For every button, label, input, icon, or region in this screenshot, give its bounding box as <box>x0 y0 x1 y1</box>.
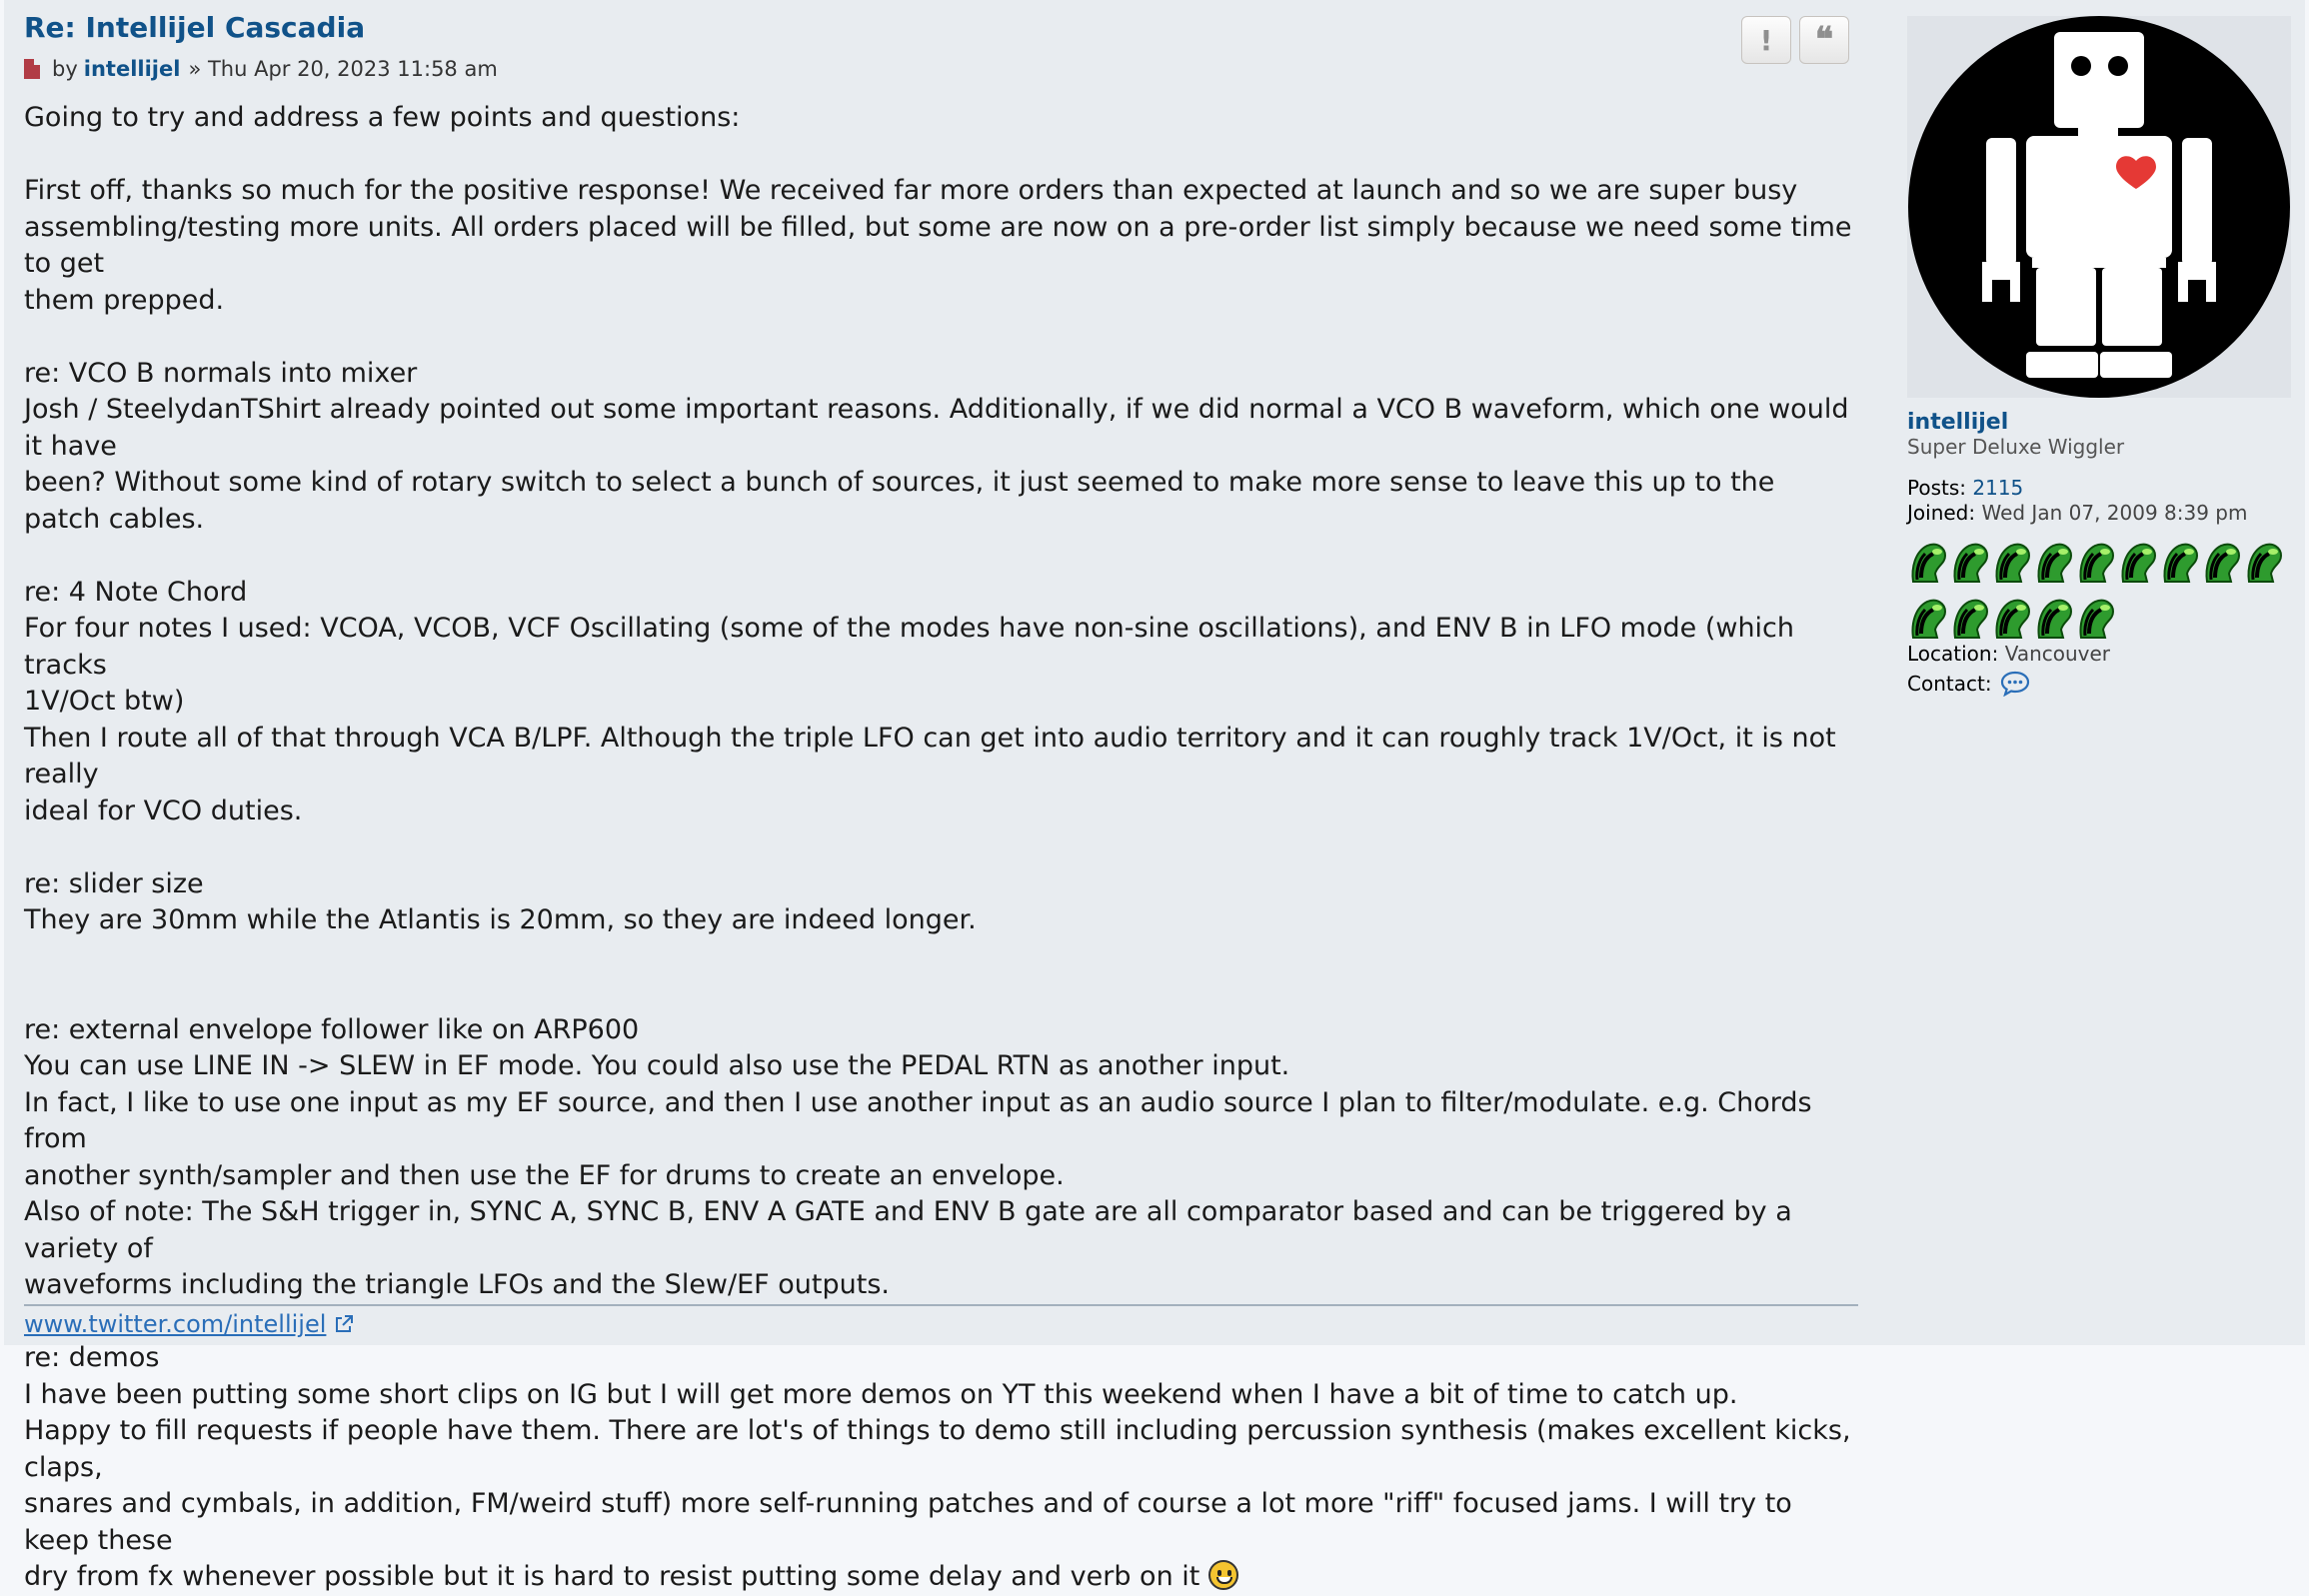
post-blank-line <box>24 137 1858 174</box>
forum-post <box>4 0 2305 1592</box>
post-content <box>24 100 1861 1596</box>
post-text-line: snares and cymbals, in addition, FM/weird stuff) more self-running patches and of course a lot more "riff" focused jams. I will try to keep these <box>24 1488 1801 1556</box>
location-label: Location: <box>1907 642 1999 666</box>
post-text-line: re: VCO B normals into mixer <box>24 357 418 389</box>
rank-image-icon <box>2075 538 2117 586</box>
profile-location <box>1907 642 2291 667</box>
post-text-line: Then I route all of that through VCA B/LPF. Although the triple LFO can get into audio territory and it can roughly track 1V/Oct, it is not really <box>24 722 1845 790</box>
speech-bubble-icon[interactable] <box>2000 671 2030 697</box>
rank-image-icon <box>2159 538 2201 586</box>
post-date: » Thu Apr 20, 2023 11:58 am <box>188 57 498 81</box>
rank-images <box>1907 538 2291 642</box>
post-text-line: re: slider size <box>24 867 204 899</box>
post-buttons <box>1741 16 1849 64</box>
post-text-line: assembling/testing more units. All orders placed will be filled, but some are now on a pre-order list simply because we need some time to get <box>24 211 1861 279</box>
rank-image-icon <box>1991 538 2033 586</box>
post-text-line: them prepped. <box>24 284 225 316</box>
rank-image-icon <box>1907 594 1949 642</box>
avatar[interactable] <box>1907 16 2291 398</box>
external-link-icon <box>334 1314 354 1334</box>
joined-date: Wed Jan 07, 2009 8:39 pm <box>1981 501 2248 525</box>
post-author-link[interactable]: intellijel <box>83 57 181 81</box>
post-text-line: Happy to fill requests if people have them. There are lot's of things to demo still including percussion synthesis (makes excellent kicks, claps, <box>24 1415 1860 1483</box>
post-text-line: Going to try and address a few points and questions: <box>24 102 741 133</box>
posts-label: Posts: <box>1907 476 1967 500</box>
post-text-line: dry from fx whenever possible but it is hard to resist putting some delay and verb on it <box>24 1559 1858 1596</box>
byline-by: by <box>52 57 78 81</box>
post-text-line: Also of note: The S&H trigger in, SYNC A, SYNC B, ENV A GATE and ENV B gate are all comparator based and can be triggered by a variety of <box>24 1196 1801 1264</box>
post-text-line: For four notes I used: VCOA, VCOB, VCF Oscillating (some of the modes have non-sine oscillations), and ENV B in LFO mode (which tracks <box>24 613 1803 681</box>
post-byline <box>24 54 1858 84</box>
posts-count-link[interactable]: 2115 <box>1972 476 2024 500</box>
quote-button[interactable] <box>1799 16 1849 64</box>
post-text-line: Josh / SteelydanTShirt already pointed out some important reasons. Additionally, if we did normal a VCO B waveform, which one would it have <box>24 394 1858 462</box>
rank-image-icon <box>2075 594 2117 642</box>
rank-image-icon <box>1949 538 1991 586</box>
signature-link[interactable] <box>24 1310 354 1338</box>
profile-rank: Super Deluxe Wiggler <box>1907 435 2125 459</box>
post-text-line: re: demos <box>24 1342 160 1373</box>
post-blank-line <box>24 538 1858 575</box>
rank-image-icon <box>2117 538 2159 586</box>
rank-image-icon <box>1949 594 1991 642</box>
post-title[interactable]: Re: Intellijel Cascadia <box>24 11 366 44</box>
post-text-line: First off, thanks so much for the positive response! We received far more orders than expected at launch and so we are super busy <box>24 175 1798 206</box>
joined-label: Joined: <box>1907 501 1976 525</box>
contact-label: Contact: <box>1907 671 1992 696</box>
post-text-line: You can use LINE IN -> SLEW in EF mode. You could also use the PEDAL RTN as another input. <box>24 1050 1290 1081</box>
post-text-line: 1V/Oct btw) <box>24 686 185 717</box>
post-blank-line <box>24 939 1858 976</box>
post-text-line: been? Without some kind of rotary switch to select a bunch of sources, it just seemed to make more sense to leave this up to the patch cables. <box>24 467 1783 535</box>
post-text-line: ideal for VCO duties. <box>24 795 303 826</box>
report-button[interactable] <box>1741 16 1791 64</box>
rank-image-icon <box>2243 538 2285 586</box>
profile-posts <box>1907 476 2291 501</box>
rank-image-icon <box>1907 538 1949 586</box>
post-blank-line <box>24 975 1858 1012</box>
report-icon: ! <box>1759 23 1773 57</box>
signature-divider <box>24 1304 1858 1306</box>
author-profile <box>1907 16 2291 697</box>
rank-image-icon <box>1991 594 2033 642</box>
robot-avatar-icon <box>1908 16 2290 398</box>
rank-image-icon <box>2033 594 2075 642</box>
post-text-line: In fact, I like to use one input as my EF source, and then I use another input as an audio source I plan to filter/modulate. e.g. Chords from <box>24 1086 1821 1154</box>
grinning-emoji <box>1208 1560 1238 1590</box>
post-text-line: I have been putting some short clips on IG but I will get more demos on YT this weekend when I have a bit of time to catch up. <box>24 1378 1738 1410</box>
post-text-line: another synth/sampler and then use the EF for drums to create an envelope. <box>24 1159 1065 1191</box>
post-blank-line <box>24 319 1858 356</box>
post-file-icon[interactable] <box>24 59 40 79</box>
location-value: Vancouver <box>2004 642 2111 666</box>
rank-image-icon <box>2201 538 2243 586</box>
profile-username[interactable]: intellijel <box>1907 410 2009 435</box>
post-text-line: waveforms including the triangle LFOs and the Slew/EF outputs. <box>24 1269 890 1300</box>
post-text-line: re: external envelope follower like on ARP600 <box>24 1013 640 1045</box>
signature-text: www.twitter.com/intellijel <box>24 1310 327 1338</box>
rank-image-icon <box>2033 538 2075 586</box>
post-blank-line <box>24 829 1858 866</box>
profile-joined <box>1907 501 2291 526</box>
post-text-line: They are 30mm while the Atlantis is 20mm, so they are indeed longer. <box>24 904 977 935</box>
post-body <box>24 8 1861 1596</box>
quote-icon: ❝ <box>1814 20 1834 60</box>
post-text-line: re: 4 Note Chord <box>24 576 248 608</box>
profile-contact <box>1907 671 2291 697</box>
